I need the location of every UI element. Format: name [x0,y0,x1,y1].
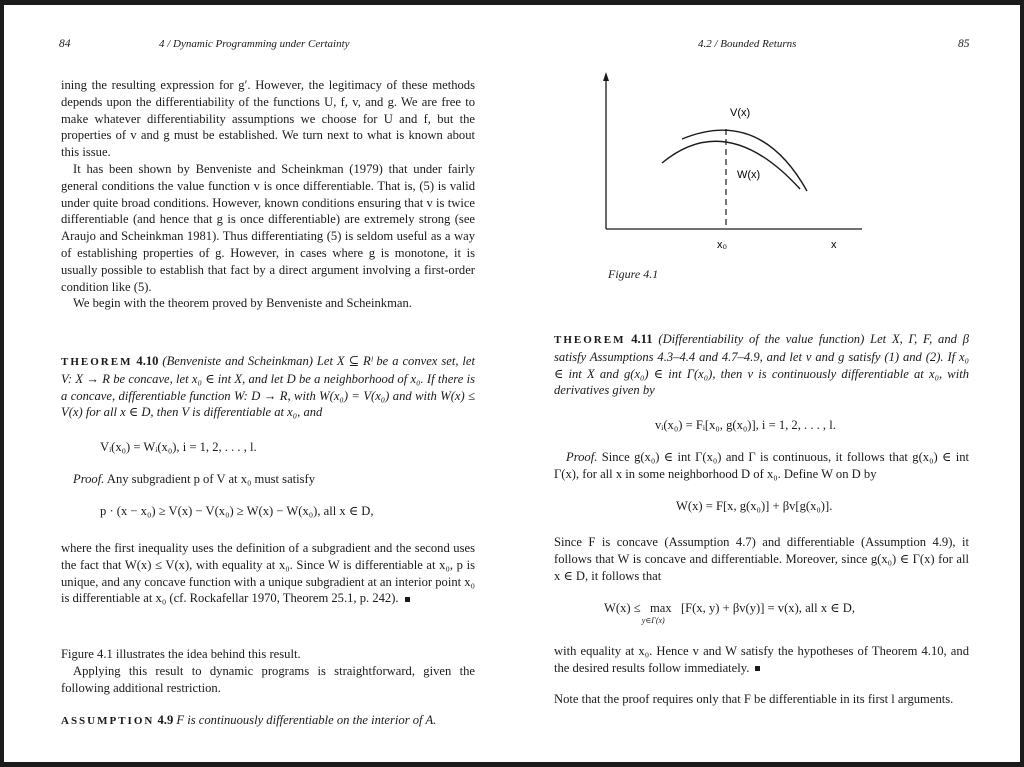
proof-intro [554,449,969,483]
right-page [512,5,1020,762]
closing-note [554,691,969,708]
assumption-label: ASSUMPTION [61,715,155,727]
qed-square-icon [755,666,760,671]
equation: W(x) = F[x, g(x₀)] + βv[g(x₀)]. [676,499,833,513]
proof-body [61,540,475,607]
theorem-label: THEOREM [61,356,133,368]
assumption-number: 4.9 [157,713,174,727]
x0-label: x₀ [717,239,728,251]
figure-4-1 [592,69,892,269]
max-word: max [649,601,672,615]
w-curve [662,141,800,189]
paragraph: Figure 4.1 illustrates the idea behind this result. [61,647,301,661]
eq-rhs: [F(x, y) + βv(y)] = v(x), all x ∈ D, [680,601,855,615]
equation-max [604,600,855,625]
equation: p · (x − x₀) ≥ V(x) − V(x₀) ≥ W(x) − W(x₀), all x ∈ D, [100,504,374,518]
theorem-number: 4.11 [631,332,653,346]
paragraph: ining the resulting expression for g′. However, the legitimacy of these methods depends upon the differentiability of the functions U, f, v, and g. We are free to make whatever differentiability assumptions we choose for U and f, but the properties of v and g must be established. We turn next to what is known about this issue. [61,78,475,160]
theorem-label: THEOREM [554,334,626,346]
theorem-number: 4.10 [136,354,159,368]
paragraph: where the first inequality uses the definition of a subgradient and the second uses the fact that W(x) ≤ V(x), with equality at x₀. Since W is differentiable at x₀, p is unique, and any concave function with a unique subgradient at an interior point x₀ is differentiable at x₀ (cf. Rockafellar 1970, Theorem 25.1, p. 242). [61,541,475,606]
running-head: 4 / Dynamic Programming under Certainty [159,38,350,50]
paragraph: Since F is concave (Assumption 4.7) and differentiable (Assumption 4.9), it follows that W is concave and differentiable. Moreover, since g(x₀) ∈ Γ(x) for all x ∈ D, it follows that [554,535,969,583]
body-text-top [61,77,475,312]
proof-text: Since g(x₀) ∈ int Γ(x₀) and Γ is continuous, it follows that g(x₀) ∈ int Γ(x), for all x in some neighborhood D of x₀. Define W on D by [554,450,969,481]
proof-intro [73,471,473,488]
proof-body [554,534,969,584]
page-number: 84 [59,38,71,50]
proof-label: Proof. [73,472,105,486]
figure-caption: Figure 4.1 [608,267,659,281]
equation: Vᵢ(x₀) = Wᵢ(x₀), i = 1, 2, . . . , l. [100,440,257,454]
body-text-bottom [61,646,475,696]
paragraph: Note that the proof requires only that F be differentiable in its first l arguments. [554,692,954,706]
assumption-4-9 [61,712,475,730]
v-curve [682,130,807,191]
max-operator [641,601,678,625]
eq-lhs: W(x) ≤ [604,601,641,615]
paragraph: Applying this result to dynamic programs is straightforward, given the following additional restriction. [61,663,475,695]
equation: vᵢ(x₀) = Fᵢ[x₀, g(x₀)], i = 1, 2, . . . , l. [655,418,836,432]
max-subscript: y∈Γ(x) [641,616,665,625]
paragraph: It has been shown by Benveniste and Scheinkman (1979) that under fairly general conditions the value function v is once differentiable. That is, (5) is valid under quite broad conditions. However, known conditions ensuring that v is twice differentiable (and hence that g is once differentiable) are extremely strong (see Araujo and Scheinkman 1981). Thus differentiating (5) is seldom useful as a way of establishing properties of g. However, in cases where g is monotone, it is usually possible to establish that fact by a direct argument involving a first-order condition like (5). [61,161,475,294]
w-label: W(x) [737,169,761,181]
x-label: x [831,239,837,251]
page-number: 85 [958,38,970,50]
y-axis-arrow-icon [603,72,609,81]
running-head: 4.2 / Bounded Returns [698,38,797,50]
proof-label: Proof. [566,450,598,464]
theorem-text: (Benveniste and Scheinkman) Let X ⊆ Rˡ be a convex set, let V: X → R be concave, let x₀ ∈ int X, and let D be a neighborhood of x₀. If there is a concave, differentiable function W: D → R, with W(x₀) = V(x₀) and with W(x) ≤ V(x) for all x ∈ D, then V is differentiable at x₀, and [61,354,476,420]
theorem-text: (Differentiability of the value function) Let X, Γ, F, and β satisfy Assumptions 4.3–4.4 and 4.7–4.9, and let v and g satisfy (1) and (2). If x₀ ∈ int X and g(x₀) ∈ int Γ(x₀), then v is continuously differentiable at x₀, with derivatives given by [554,332,969,398]
qed-square-icon [405,597,410,602]
paragraph: with equality at x₀. Hence v and W satisfy the hypotheses of Theorem 4.10, and the desired results follow immediately. [554,644,969,675]
assumption-text: F is continuously differentiable on the interior of A. [176,713,437,727]
v-label: V(x) [730,107,751,119]
theorem-4-10 [61,353,475,421]
theorem-4-11 [554,331,969,399]
book-spread [4,5,1020,762]
proof-text: Any subgradient p of V at x₀ must satisfy [106,472,316,486]
left-page [4,5,512,762]
paragraph: We begin with the theorem proved by Benveniste and Scheinkman. [73,296,412,311]
proof-conclusion [554,643,969,677]
